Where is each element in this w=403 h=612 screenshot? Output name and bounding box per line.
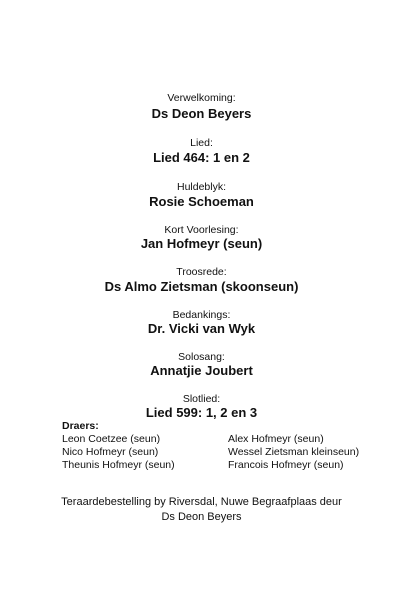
program-item-value: Lied 464: 1 en 2 <box>153 150 250 165</box>
program-item-value: Ds Almo Zietsman (skoonseun) <box>104 279 299 294</box>
program-item-label: Huldeblyk: <box>176 181 227 193</box>
program-item-label: Bedankings: <box>172 309 231 321</box>
burial-note-line: Teraardebestelling by Riversdal, Nuwe Begraafplaas deur <box>61 496 342 508</box>
program-item-label: Solosang: <box>178 351 225 363</box>
draers-right-column <box>228 433 359 472</box>
program-item-value: Jan Hofmeyr (seun) <box>140 236 263 251</box>
program-item-value: Rosie Schoeman <box>149 194 254 209</box>
draers-left-column <box>62 433 175 472</box>
pallbearer-name: Nico Hofmeyr (seun) <box>62 446 159 458</box>
program-item-label: Slotlied: <box>182 393 221 405</box>
program-item-label: Verwelkoming: <box>167 92 236 104</box>
pallbearer-name: Francois Hofmeyr (seun) <box>228 459 344 471</box>
program-item-value: Annatjie Joubert <box>150 363 253 378</box>
program-item-label: Lied: <box>190 137 213 149</box>
program-item-label: Troosrede: <box>176 266 227 278</box>
program-item-value: Ds Deon Beyers <box>151 106 252 121</box>
program-item-label: Kort Voorlesing: <box>164 224 239 236</box>
program-item-value: Dr. Vicki van Wyk <box>147 321 256 336</box>
pallbearer-name: Theunis Hofmeyr (seun) <box>62 459 175 471</box>
pallbearer-name: Leon Coetzee (seun) <box>62 433 161 445</box>
burial-note <box>0 495 403 525</box>
draers-heading: Draers: <box>62 420 99 432</box>
pallbearer-name: Wessel Zietsman kleinseun) <box>228 446 360 458</box>
pallbearer-name: Alex Hofmeyr (seun) <box>228 433 324 445</box>
program-item-value: Lied 599: 1, 2 en 3 <box>145 405 258 420</box>
burial-note-line: Ds Deon Beyers <box>161 511 242 523</box>
